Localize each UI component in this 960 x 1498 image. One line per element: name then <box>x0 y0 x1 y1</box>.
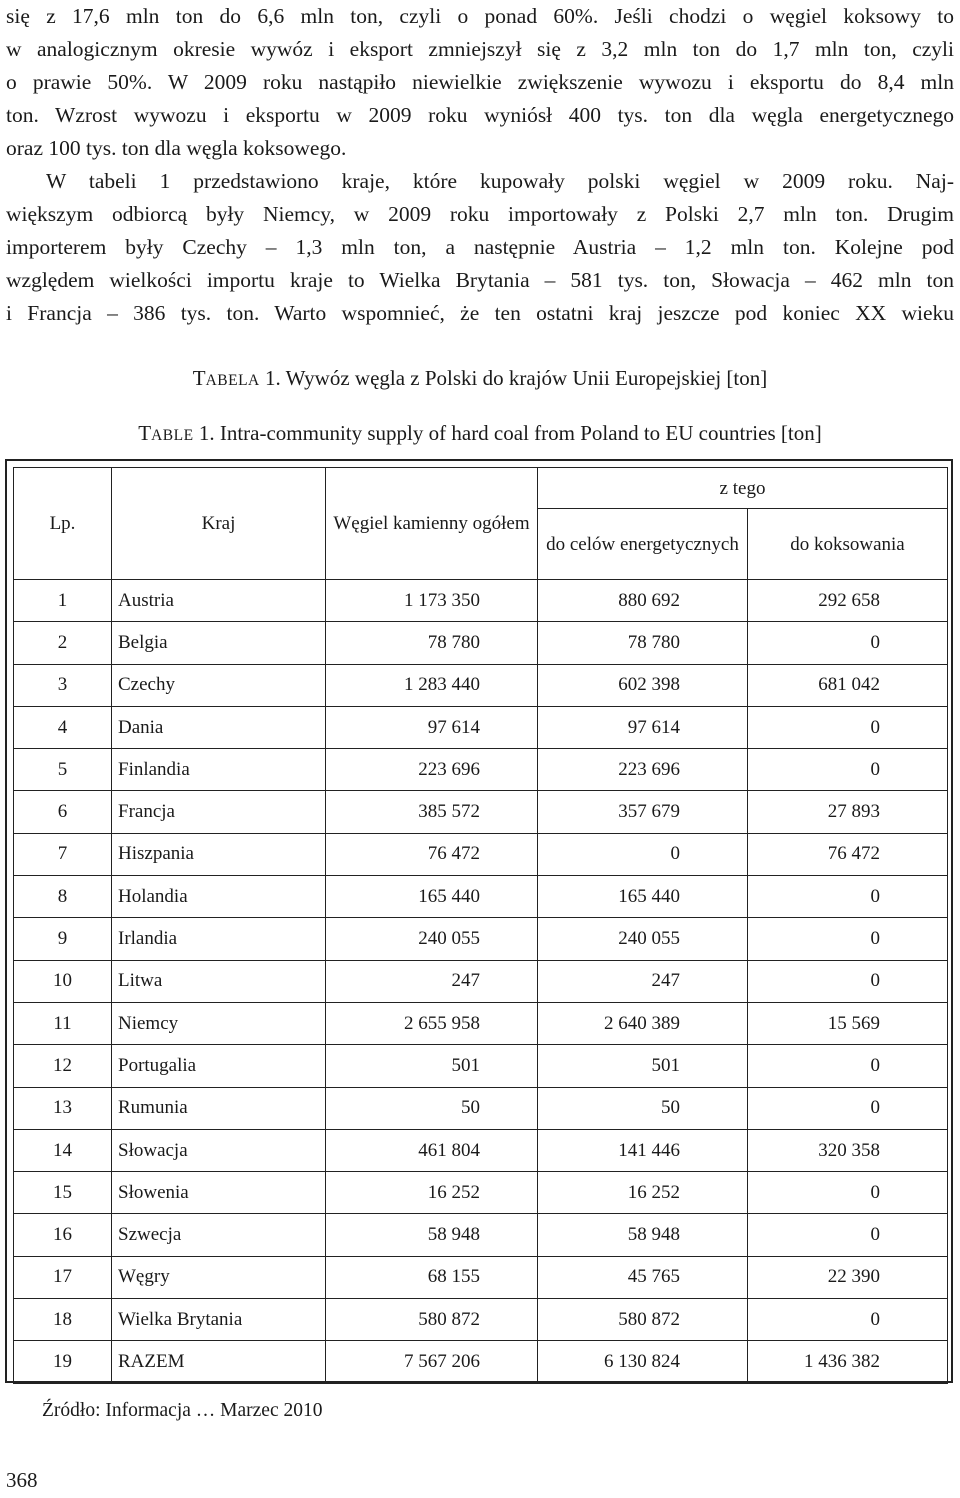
body-line: się z 17,6 mln ton do 6,6 mln ton, czyli o ponad 60%. Jeśli chodzi o węgiel koksowy to <box>6 4 954 28</box>
row-country: Austria <box>112 580 326 622</box>
row-country: Szwecja <box>112 1214 326 1256</box>
row-lp: 9 <box>14 918 112 960</box>
row-lp: 15 <box>14 1172 112 1214</box>
table-row <box>14 1172 948 1214</box>
row-lp: 13 <box>14 1087 112 1129</box>
row-total: 16 252 <box>326 1172 538 1214</box>
row-lp: 2 <box>14 622 112 664</box>
source-note: Źródło: Informacja … Marzec 2010 <box>42 1400 323 1421</box>
table-row <box>14 833 948 875</box>
row-country: Litwa <box>112 960 326 1002</box>
row-total: 385 572 <box>326 791 538 833</box>
header-lp: Lp. <box>14 468 112 580</box>
table-row <box>14 1087 948 1129</box>
row-energy: 580 872 <box>538 1299 748 1341</box>
table-frame <box>5 459 953 1383</box>
table-row <box>14 1341 948 1383</box>
body-line: o prawie 50%. W 2009 roku nastąpiło niewielkie zwiększenie wywozu i eksportu do 8,4 mln <box>6 70 954 94</box>
row-energy: 50 <box>538 1087 748 1129</box>
row-total: 2 655 958 <box>326 1002 538 1044</box>
row-energy: 165 440 <box>538 876 748 918</box>
row-energy: 357 679 <box>538 791 748 833</box>
row-total: 240 055 <box>326 918 538 960</box>
row-country: Hiszpania <box>112 833 326 875</box>
row-lp: 16 <box>14 1214 112 1256</box>
row-coking: 0 <box>748 1172 948 1214</box>
row-coking: 22 390 <box>748 1256 948 1298</box>
row-total: 1 283 440 <box>326 664 538 706</box>
row-total: 97 614 <box>326 706 538 748</box>
table-row <box>14 1002 948 1044</box>
row-total: 1 173 350 <box>326 580 538 622</box>
row-coking: 0 <box>748 960 948 1002</box>
row-energy: 2 640 389 <box>538 1002 748 1044</box>
row-total: 461 804 <box>326 1129 538 1171</box>
row-country: Rumunia <box>112 1087 326 1129</box>
row-country: Czechy <box>112 664 326 706</box>
row-country: Portugalia <box>112 1045 326 1087</box>
body-line: większym odbiorcą były Niemcy, w 2009 roku importowały z Polski 2,7 mln ton. Drugim <box>6 202 954 226</box>
row-total: 501 <box>326 1045 538 1087</box>
table-row <box>14 1214 948 1256</box>
row-country: Irlandia <box>112 918 326 960</box>
row-country: Finlandia <box>112 749 326 791</box>
row-country: Węgry <box>112 1256 326 1298</box>
table-caption-pl <box>0 366 960 391</box>
header-coking: do koksowania <box>748 509 948 580</box>
row-energy: 247 <box>538 960 748 1002</box>
table-row <box>14 918 948 960</box>
table-caption-en <box>0 421 960 446</box>
row-total: 68 155 <box>326 1256 538 1298</box>
row-lp: 18 <box>14 1299 112 1341</box>
row-energy: 0 <box>538 833 748 875</box>
coal-export-table <box>13 467 948 1384</box>
caption-pl-text: 1. Wywóz węgla z Polski do krajów Unii Europejskiej [ton] <box>259 366 768 390</box>
table-body <box>14 580 948 1384</box>
body-line: i Francja – 386 tys. ton. Warto wspomnieć, że ten ostatni kraj jeszcze pod koniec XX wieku <box>6 301 954 325</box>
row-coking: 681 042 <box>748 664 948 706</box>
row-lp: 3 <box>14 664 112 706</box>
row-coking: 1 436 382 <box>748 1341 948 1383</box>
row-country: Niemcy <box>112 1002 326 1044</box>
table-row <box>14 706 948 748</box>
caption-pl-smallcaps: ABELA <box>205 372 260 389</box>
row-lp: 19 <box>14 1341 112 1383</box>
row-coking: 0 <box>748 622 948 664</box>
row-energy: 45 765 <box>538 1256 748 1298</box>
row-total: 7 567 206 <box>326 1341 538 1383</box>
row-lp: 4 <box>14 706 112 748</box>
body-line: importerem były Czechy – 1,3 mln ton, a następnie Austria – 1,2 mln ton. Kolejne pod <box>6 235 954 259</box>
table-row <box>14 1129 948 1171</box>
row-total: 76 472 <box>326 833 538 875</box>
row-energy: 78 780 <box>538 622 748 664</box>
row-energy: 6 130 824 <box>538 1341 748 1383</box>
row-coking: 0 <box>748 706 948 748</box>
row-lp: 6 <box>14 791 112 833</box>
row-lp: 10 <box>14 960 112 1002</box>
row-country: Wielka Brytania <box>112 1299 326 1341</box>
row-lp: 7 <box>14 833 112 875</box>
row-energy: 16 252 <box>538 1172 748 1214</box>
row-total: 165 440 <box>326 876 538 918</box>
row-coking: 0 <box>748 1045 948 1087</box>
row-country: Słowacja <box>112 1129 326 1171</box>
header-kraj: Kraj <box>112 468 326 580</box>
caption-en-smallcaps: ABLE <box>151 427 194 444</box>
row-lp: 11 <box>14 1002 112 1044</box>
row-coking: 0 <box>748 1087 948 1129</box>
row-country: RAZEM <box>112 1341 326 1383</box>
row-country: Holandia <box>112 876 326 918</box>
body-line: w analogicznym okresie wywóz i eksport zmniejszył się z 3,2 mln ton do 1,7 mln ton, czyli <box>6 37 954 61</box>
body-line: ton. Wzrost wywozu i eksportu w 2009 roku wyniósł 400 tys. ton dla węgla energetycznego <box>6 103 954 127</box>
row-coking: 15 569 <box>748 1002 948 1044</box>
row-country: Francja <box>112 791 326 833</box>
row-coking: 76 472 <box>748 833 948 875</box>
table-row <box>14 876 948 918</box>
body-line: oraz 100 tys. ton dla węgla koksowego. <box>6 136 347 160</box>
row-energy: 602 398 <box>538 664 748 706</box>
body-text <box>6 0 954 330</box>
row-lp: 5 <box>14 749 112 791</box>
table-row <box>14 664 948 706</box>
row-energy: 501 <box>538 1045 748 1087</box>
row-total: 580 872 <box>326 1299 538 1341</box>
row-lp: 1 <box>14 580 112 622</box>
row-coking: 320 358 <box>748 1129 948 1171</box>
caption-en-text: 1. Intra-community supply of hard coal from Poland to EU countries [ton] <box>193 421 822 445</box>
table-row <box>14 580 948 622</box>
row-lp: 8 <box>14 876 112 918</box>
row-country: Belgia <box>112 622 326 664</box>
row-lp: 12 <box>14 1045 112 1087</box>
row-energy: 240 055 <box>538 918 748 960</box>
row-total: 247 <box>326 960 538 1002</box>
row-coking: 27 893 <box>748 791 948 833</box>
row-lp: 17 <box>14 1256 112 1298</box>
row-coking: 292 658 <box>748 580 948 622</box>
caption-pl-initial: T <box>192 366 206 390</box>
row-lp: 14 <box>14 1129 112 1171</box>
header-energy: do celów energetycznych <box>538 509 748 580</box>
body-line: W tabeli 1 przedstawiono kraje, które kupowały polski węgiel w 2009 roku. Naj- <box>46 169 954 193</box>
row-coking: 0 <box>748 1214 948 1256</box>
page-number: 368 <box>6 1468 38 1492</box>
header-total: Węgiel kamienny ogółem <box>326 468 538 580</box>
header-group: z tego <box>538 468 948 509</box>
table-row <box>14 1045 948 1087</box>
row-coking: 0 <box>748 918 948 960</box>
caption-en-initial: T <box>138 421 152 445</box>
row-total: 50 <box>326 1087 538 1129</box>
row-country: Słowenia <box>112 1172 326 1214</box>
table-row <box>14 960 948 1002</box>
row-energy: 58 948 <box>538 1214 748 1256</box>
row-coking: 0 <box>748 876 948 918</box>
row-energy: 223 696 <box>538 749 748 791</box>
row-total: 223 696 <box>326 749 538 791</box>
row-coking: 0 <box>748 1299 948 1341</box>
row-energy: 141 446 <box>538 1129 748 1171</box>
row-coking: 0 <box>748 749 948 791</box>
table-row <box>14 622 948 664</box>
table-row <box>14 749 948 791</box>
row-energy: 880 692 <box>538 580 748 622</box>
row-country: Dania <box>112 706 326 748</box>
table-row <box>14 1256 948 1298</box>
row-total: 78 780 <box>326 622 538 664</box>
body-line: względem wielkości importu kraje to Wielka Brytania – 581 tys. ton, Słowacja – 462 mln ton <box>6 268 954 292</box>
row-energy: 97 614 <box>538 706 748 748</box>
table-row <box>14 791 948 833</box>
row-total: 58 948 <box>326 1214 538 1256</box>
table-row <box>14 1299 948 1341</box>
